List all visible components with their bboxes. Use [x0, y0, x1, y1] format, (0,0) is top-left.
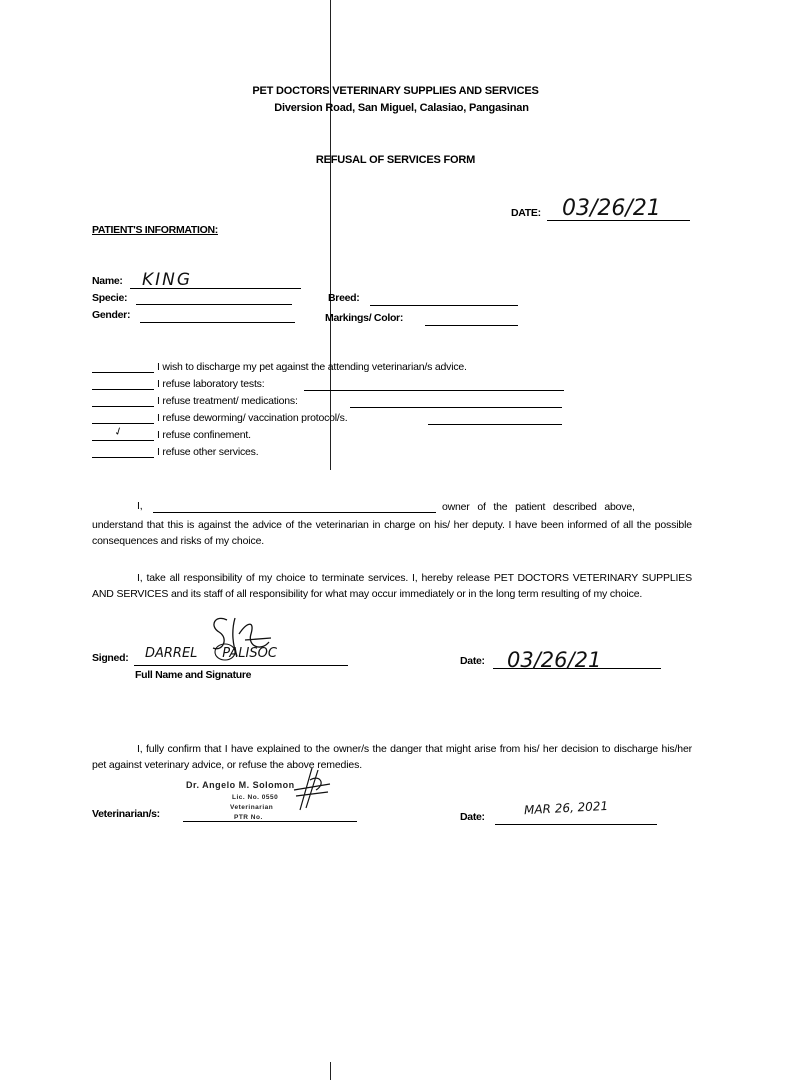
vet-date-label: Date: [460, 811, 485, 823]
signed-value: DARREL PALISOC [145, 646, 277, 661]
refusal-detail-line [428, 424, 562, 425]
breed-line [370, 305, 518, 306]
refusal-text: I wish to discharge my pet against the attending veterinarian/s advice. [157, 361, 467, 373]
gender-label: Gender: [92, 309, 131, 321]
vet-date-value: MAR 26, 2021 [523, 798, 609, 818]
refusal-blank [92, 372, 154, 373]
markings-label: Markings/ Color: [325, 312, 404, 324]
vet-line [183, 821, 357, 822]
release-text: I, take all responsibility of my choice to terminate services. I, hereby release PET DOCTORS VETERINARY SUPPLIES AND SERVICES and its staff of all responsibility for what may occur immediately or in the long term resulting of my choice. [92, 572, 692, 600]
patient-info-title: PATIENT'S INFORMATION: [92, 224, 218, 236]
refusal-text: I refuse laboratory tests: [157, 378, 265, 390]
stamp-license: Lic. No. 0550 [232, 794, 279, 801]
refusal-text: I refuse other services. [157, 446, 259, 458]
refusal-text: I refuse deworming/ vaccination protocol/s. [157, 412, 348, 424]
refusal-text: I refuse treatment/ medications: [157, 395, 298, 407]
owner-intro: I, [137, 500, 143, 512]
stamp-ptr: PTR No. [234, 814, 263, 821]
stamp-title: Veterinarian [230, 804, 274, 811]
markings-line [425, 325, 518, 326]
gender-line [140, 322, 295, 323]
owner-date-value: 03/26/21 [507, 648, 602, 672]
vet-date-line [495, 824, 657, 825]
owner-date-label: Date: [460, 655, 485, 667]
signature-caption: Full Name and Signature [135, 669, 252, 681]
signed-line [134, 665, 348, 666]
specie-line [136, 304, 292, 305]
vet-signature-scribble [290, 760, 335, 820]
refusal-blank [92, 423, 154, 424]
clinic-name: PET DOCTORS VETERINARY SUPPLIES AND SERVICES [252, 85, 539, 97]
refusal-detail-line [350, 407, 562, 408]
consent-text: understand that this is against the advice of the veterinarian in charge on his/ her deputy. I have been informed of all the possible consequences and risks of my choice. [92, 519, 692, 547]
refusal-detail-line [304, 390, 564, 391]
scan-artifact-line [330, 0, 331, 470]
vet-label: Veterinarian/s: [92, 808, 160, 820]
refusal-text: I refuse confinement. [157, 429, 251, 441]
signed-label: Signed: [92, 652, 129, 664]
vet-confirm-text: I, fully confirm that I have explained to the owner/s the danger that might arise from his/ her decision to discharge his/her pet against veterinary advice, or refuse the above remedies. [92, 743, 692, 771]
specie-label: Specie: [92, 292, 128, 304]
refusal-blank [92, 457, 154, 458]
refusal-blank [92, 389, 154, 390]
stamp-name: Dr. Angelo M. Solomon [186, 780, 295, 790]
date-label: DATE: [511, 207, 541, 219]
refusal-check: ✓ [112, 423, 126, 440]
clinic-address: Diversion Road, San Miguel, Calasiao, Pangasinan [274, 102, 529, 114]
refusal-blank [92, 406, 154, 407]
owner-rest: owner of the patient described above, [442, 501, 635, 513]
date-value: 03/26/21 [562, 196, 661, 221]
form-title: REFUSAL OF SERVICES FORM [315, 154, 476, 166]
breed-label: Breed: [328, 292, 360, 304]
owner-name-line [153, 512, 436, 513]
name-label: Name: [92, 275, 123, 287]
refusal-blank [92, 440, 154, 441]
scan-artifact-line-lower [330, 1062, 331, 1080]
name-value: KING [142, 270, 193, 290]
